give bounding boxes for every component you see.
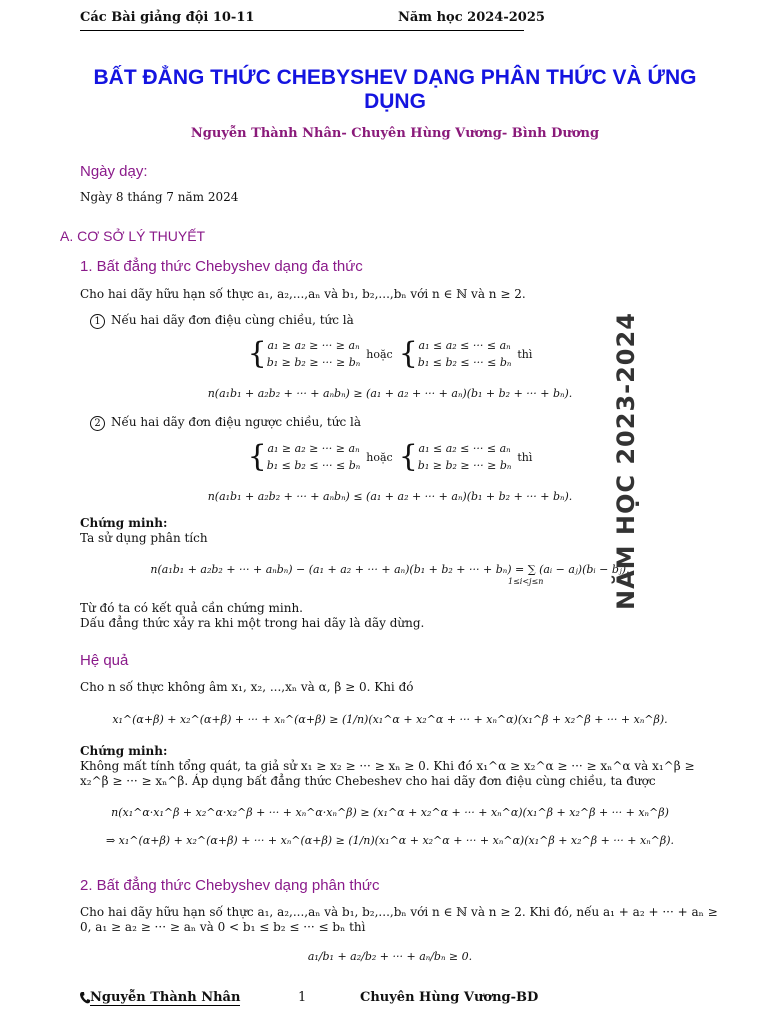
phone-icon [80,992,90,1004]
footer-author: Nguyễn Thành Nhân [90,990,241,1005]
header-right: Năm học 2024-2025 [398,10,545,25]
left-brace: { [247,336,267,371]
footer-right: Chuyên Hùng Vương-BD [360,990,539,1005]
system-1 [80,337,700,371]
case-1 [90,313,354,329]
left-brace: { [247,439,267,474]
proof-2-text: Không mất tính tổng quát, ta giả sử x₁ ≥ x₂ ≥ ··· ≥ xₙ ≥ 0. Khi đó x₁^α ≥ x₂^α ≥ ··· ≥ xₙ^α và x₁^β ≥ x₂^β ≥ ··· ≥ xₙ^β. Áp dụng bất đẳng thức Chebeshev cho hai dãy đơn điệu cùng chiều, ta được [80,759,695,788]
sum-subscript: 1≤i<j≤n [508,577,544,586]
sys-left-1: a₁ ≥ a₂ ≥ ··· ≥ aₙ [267,442,360,455]
ngay-day-heading: Ngày dạy: [80,163,148,180]
sys-left-2: b₁ ≥ b₂ ≥ ··· ≥ bₙ [266,356,361,369]
header-left: Các Bài giảng đội 10-11 [80,10,255,25]
corollary-text: Cho n số thực không âm x₁, x₂, ...,xₙ và α, β ≥ 0. Khi đó [80,680,414,694]
left-brace: { [398,439,418,474]
footer-left [80,990,240,1006]
or-word: hoặc [366,347,393,361]
system-2 [80,440,700,474]
proof-1-intro: Ta sử dụng phân tích [80,531,208,545]
case-text: Nếu hai dãy đơn điệu ngược chiều, tức là [111,415,362,429]
subsection-1-heading: 1. Bất đẳng thức Chebyshev dạng đa thức [80,258,363,275]
proof-2-equation-2: ⇒ x₁^(α+β) + x₂^(α+β) + ··· + xₙ^(α+β) ≥ (1/n)(x₁^α + x₂^α + ··· + xₙ^α)(x₁^β + x₂^β + ··· + xₙ^β). [105,834,675,847]
subsection-2-heading: 2. Bất đẳng thức Chebyshev dạng phân thức [80,877,380,894]
case-number: 1 [90,314,105,329]
proof-2-equation-1: n(x₁^α·x₁^β + x₂^α·x₂^β + ··· + xₙ^α·xₙ^β) ≥ (x₁^α + x₂^α + ··· + xₙ^α)(x₁^β + x₂^β + ··· + xₙ^β) [111,806,669,819]
section-a-heading: A. CƠ SỞ LÝ THUYẾT [60,228,206,244]
sys-right-1: a₁ ≤ a₂ ≤ ··· ≤ aₙ [418,339,511,352]
inequality-1: n(a₁b₁ + a₂b₂ + ··· + aₙbₙ) ≥ (a₁ + a₂ + ··· + aₙ)(b₁ + b₂ + ··· + bₙ). [207,387,573,400]
or-word: hoặc [366,450,393,464]
case-number: 2 [90,416,105,431]
case-text: Nếu hai dãy đơn điệu cùng chiều, tức là [111,313,354,327]
corollary-inequality: x₁^(α+β) + x₂^(α+β) + ··· + xₙ^(α+β) ≥ (1/n)(x₁^α + x₂^α + ··· + xₙ^α)(x₁^β + x₂^β + ··· + xₙ^β). [112,713,668,726]
proof-label: Chứng minh: [80,516,168,530]
proof-1-equation: n(a₁b₁ + a₂b₂ + ··· + aₙbₙ) − (a₁ + a₂ + ··· + aₙ)(b₁ + b₂ + ··· + bₙ) = ∑ (aᵢ − aⱼ)(bᵢ − bⱼ). [150,563,630,576]
paragraph-2: Cho hai dãy hữu hạn số thực a₁, a₂,...,aₙ và b₁, b₂,...,bₙ với n ∈ ℕ và n ≥ 2. Khi đó, nếu a₁ + a₂ + ··· + aₙ ≥ 0, a₁ ≥ a₂ ≥ ··· ≥ aₙ và 0 < b₁ ≤ b₂ ≤ ··· ≤ bₙ thì [80,905,718,934]
inequality-2: n(a₁b₁ + a₂b₂ + ··· + aₙbₙ) ≤ (a₁ + a₂ + ··· + aₙ)(b₁ + b₂ + ··· + bₙ). [207,490,573,503]
corollary-heading: Hệ quả [80,652,129,669]
page-title: BẤT ĐẲNG THỨC CHEBYSHEV DẠNG PHÂN THỨC VÀ ỨNG DỤNG [93,66,697,113]
proof-label: Chứng minh: [80,744,168,758]
then-word: thì [517,450,533,464]
then-word: thì [517,347,533,361]
header-rule [80,30,524,31]
proof-1-end-2: Dấu đẳng thức xảy ra khi một trong hai dãy là dãy dừng. [80,616,425,630]
case-2 [90,415,361,431]
left-brace: { [398,336,418,371]
sys-right-2: b₁ ≤ b₂ ≤ ··· ≤ bₙ [417,356,512,369]
ngay-day-text: Ngày 8 tháng 7 năm 2024 [80,190,239,204]
sys-left-2: b₁ ≤ b₂ ≤ ··· ≤ bₙ [266,459,361,472]
side-year-text: NĂM HỌC 2023-2024 [612,312,640,610]
proof-1-end-1: Từ đó ta có kết quả cần chứng minh. [80,601,303,615]
author-line: Nguyễn Thành Nhân- Chuyên Hùng Vương- Bình Dương [190,126,600,141]
sys-left-1: a₁ ≥ a₂ ≥ ··· ≥ aₙ [267,339,360,352]
sys-right-1: a₁ ≤ a₂ ≤ ··· ≤ aₙ [418,442,511,455]
page-number: 1 [298,990,307,1005]
inequality-3: a₁/b₁ + a₂/b₂ + ··· + aₙ/bₙ ≥ 0. [307,950,473,963]
sys-right-2: b₁ ≥ b₂ ≥ ··· ≥ bₙ [417,459,512,472]
paragraph-1: Cho hai dãy hữu hạn số thực a₁, a₂,...,aₙ và b₁, b₂,...,bₙ với n ∈ ℕ và n ≥ 2. [80,287,526,301]
